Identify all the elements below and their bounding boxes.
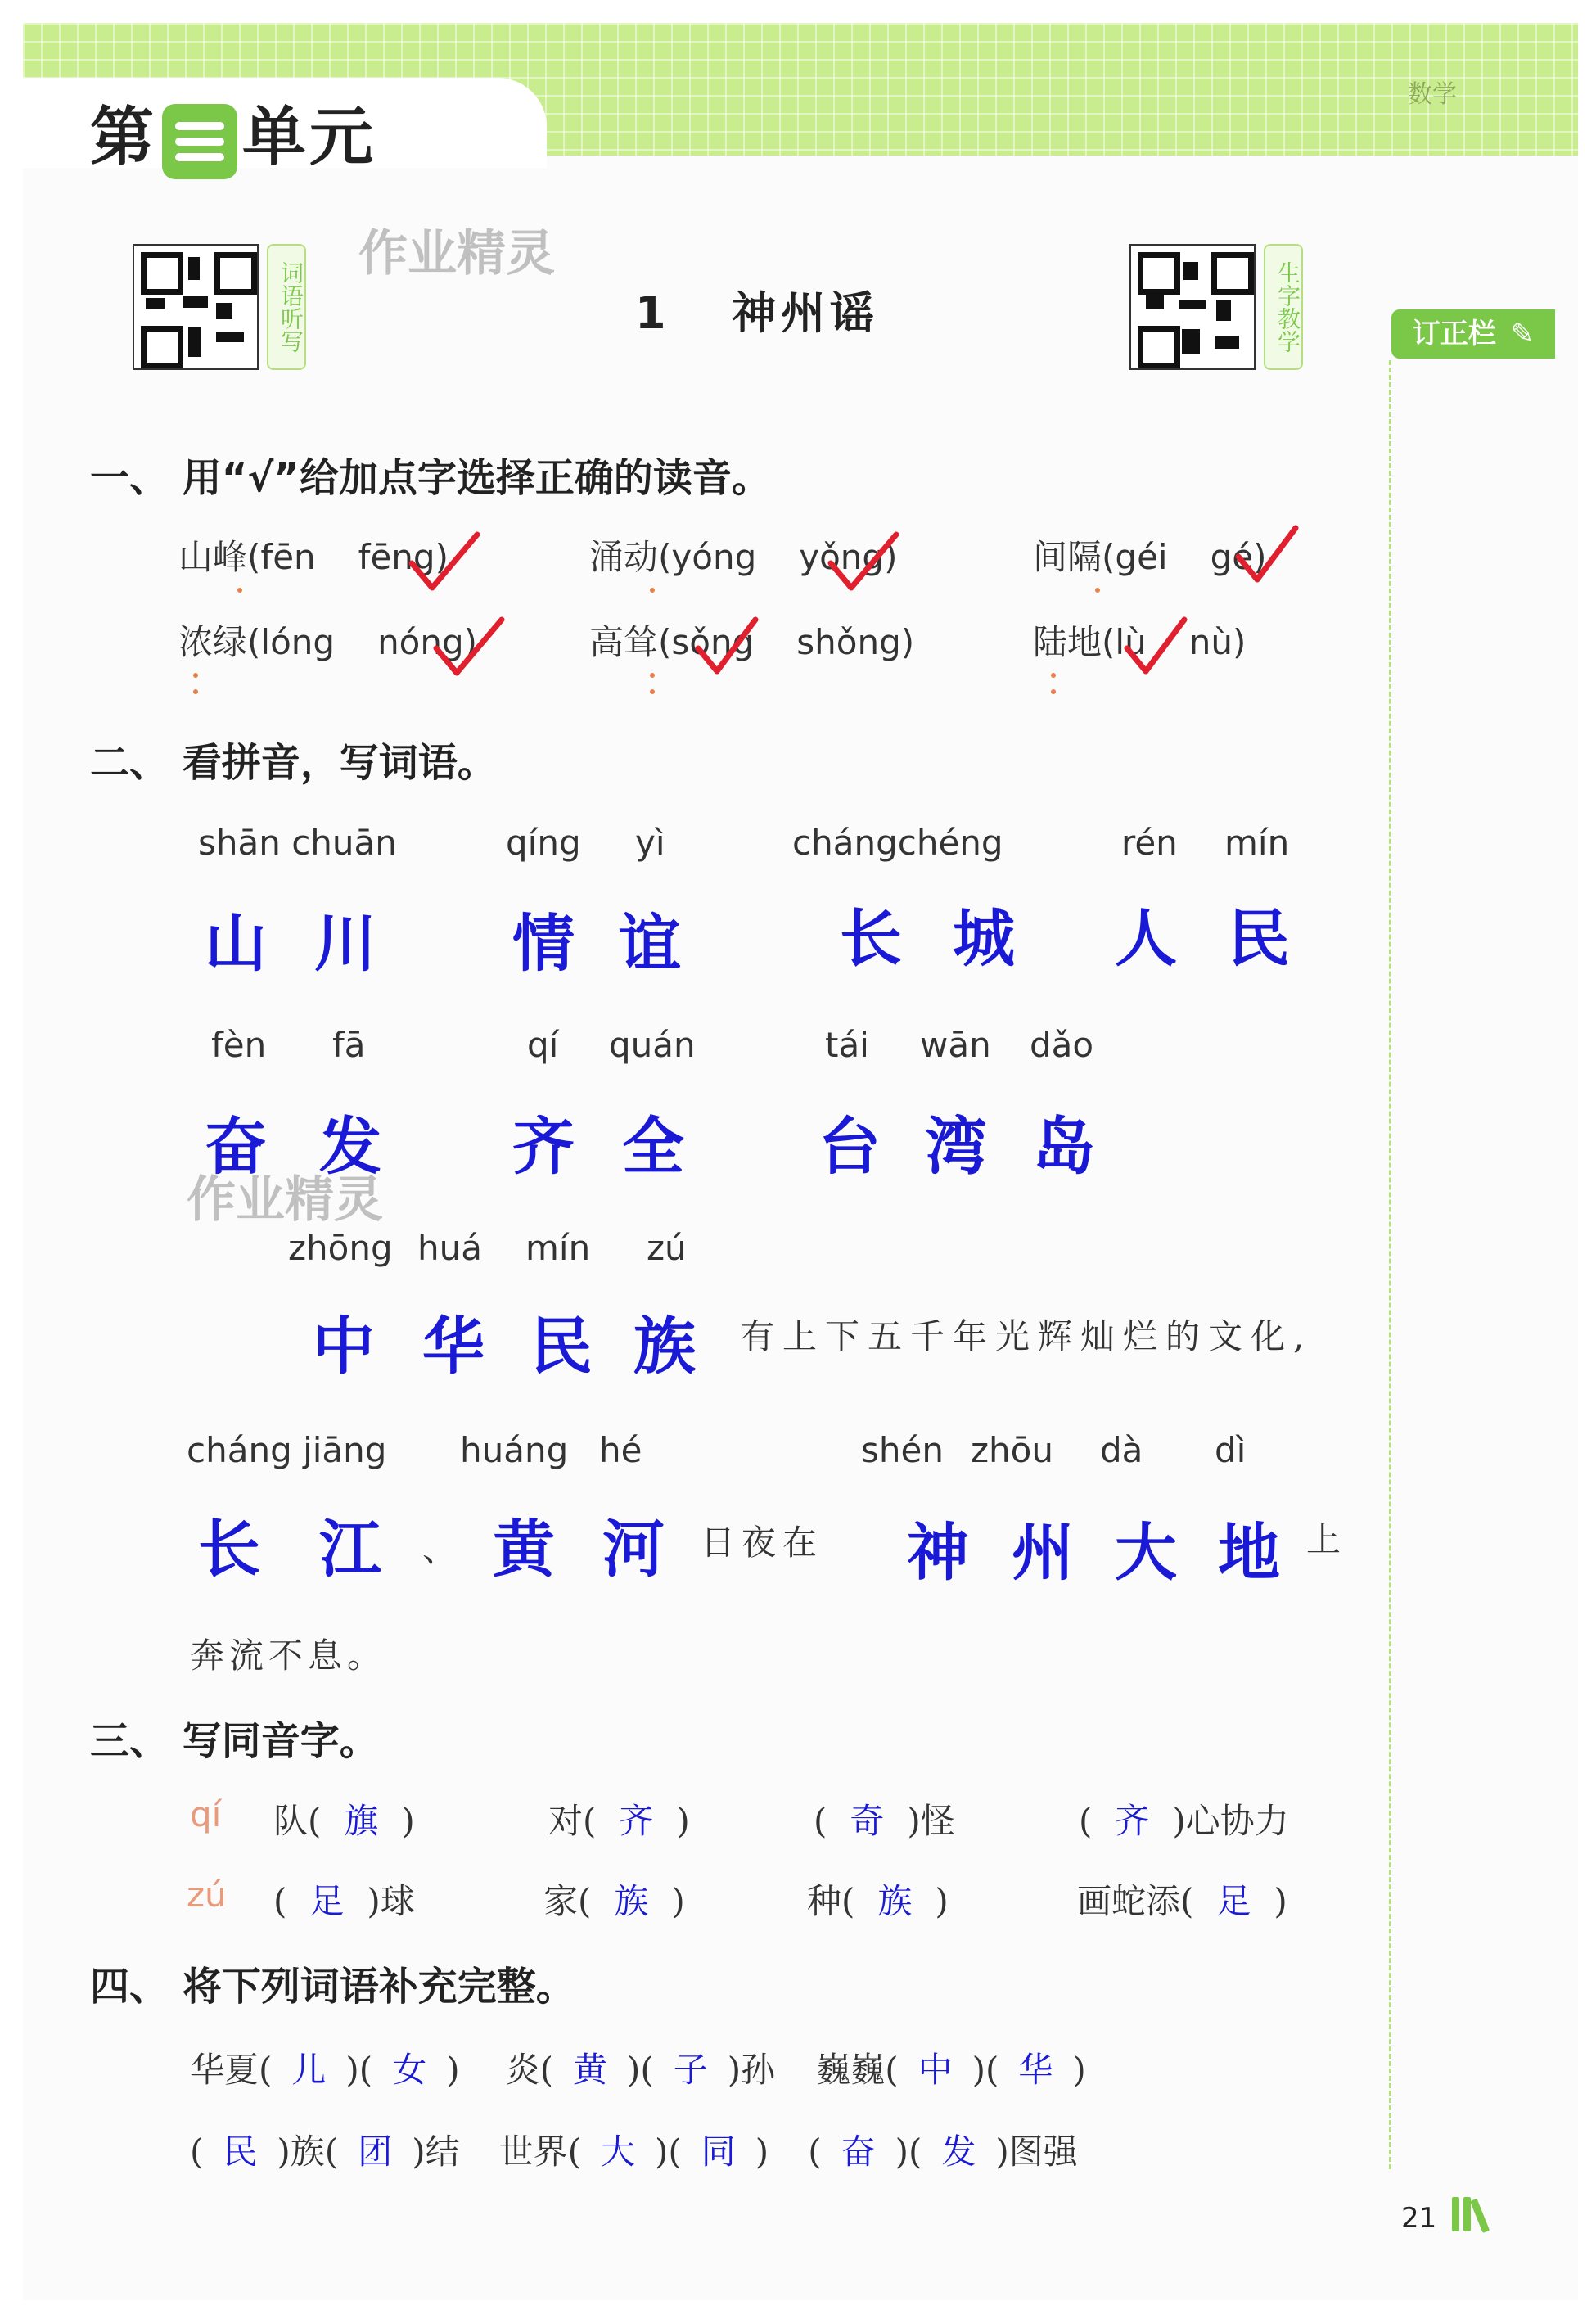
answer-char[interactable]: 大 <box>600 2132 635 2172</box>
answer-char: 族 <box>633 1310 696 1383</box>
blank-item <box>1077 1875 1287 1924</box>
pinyin: dǎo <box>1030 1025 1094 1065</box>
sentence-text: 日夜在 <box>701 1523 824 1563</box>
word: 高耸 <box>589 622 659 662</box>
pinyin-option[interactable]: nù <box>1188 622 1233 662</box>
answer-char[interactable]: 齐 <box>1115 1801 1150 1841</box>
text: ) <box>671 1881 685 1921</box>
text: )族( <box>277 2132 339 2172</box>
paren: ( <box>1102 622 1116 662</box>
paren: ( <box>247 622 261 662</box>
answer-char: 州 <box>1012 1516 1074 1589</box>
answer-char: 江 <box>319 1513 381 1586</box>
section4-row1 <box>190 2043 1086 2092</box>
check-mark-icon <box>694 616 760 681</box>
unit-prefix: 第 <box>90 101 158 174</box>
answer-char: 地 <box>1218 1516 1280 1589</box>
text: ) <box>1072 2050 1086 2090</box>
text: )( <box>972 2050 999 2090</box>
section4-heading: 四、 将下列词语补充完整。 <box>90 1964 575 2010</box>
paren: ( <box>247 537 261 577</box>
text: ) <box>1274 1881 1287 1921</box>
text: 炎( <box>505 2050 553 2090</box>
answer-char[interactable]: 足 <box>309 1881 345 1921</box>
answer-char: 谊 <box>619 907 681 980</box>
text: ) <box>755 2132 769 2172</box>
separator: 、 <box>422 1529 458 1569</box>
pinyin: zú <box>647 1228 687 1268</box>
answer-char: 发 <box>319 1110 381 1183</box>
corner-label: 数学 <box>1408 80 1457 109</box>
text: )( <box>627 2050 654 2090</box>
answer-char: 黄 <box>493 1513 555 1586</box>
answer-char[interactable]: 儿 <box>291 2050 327 2090</box>
book-stack-icon <box>1449 2192 1506 2235</box>
pinyin-option[interactable]: yǒng <box>799 537 885 577</box>
paren: ) <box>1232 622 1247 662</box>
answer-char: 民 <box>1228 902 1290 975</box>
answer-char: 大 <box>1115 1516 1177 1589</box>
text: 队( <box>273 1801 322 1841</box>
section4-row2 <box>190 2125 1078 2174</box>
answer-char: 川 <box>314 907 376 980</box>
answer-char[interactable]: 齐 <box>619 1801 654 1841</box>
lesson-title <box>0 278 1514 341</box>
answer-char: 湾 <box>925 1110 987 1183</box>
section2-heading: 二、 看拼音，写词语。 <box>90 740 497 786</box>
answer-char[interactable]: 足 <box>1216 1881 1251 1921</box>
answer-char[interactable]: 女 <box>392 2050 427 2090</box>
pinyin: qí <box>527 1025 559 1065</box>
answer-char[interactable]: 族 <box>877 1881 913 1921</box>
text: ( <box>808 2132 822 2172</box>
answer-char[interactable]: 子 <box>673 2050 708 2090</box>
check-mark-icon <box>408 530 481 596</box>
blank-item <box>1079 1794 1289 1843</box>
answer-char: 中 <box>313 1310 375 1383</box>
answer-char: 河 <box>602 1513 665 1586</box>
word: 涌动 <box>589 537 659 577</box>
blank-item <box>548 1794 690 1843</box>
blank-item <box>543 1875 685 1924</box>
answer-char[interactable]: 族 <box>614 1881 649 1921</box>
paren: ( <box>658 622 672 662</box>
paren: ) <box>463 622 478 662</box>
pinyin-option[interactable]: nóng <box>377 622 464 662</box>
text: )心协力 <box>1172 1801 1289 1841</box>
answer-char: 长 <box>840 902 902 975</box>
sentence-text: 奔流不息。 <box>190 1635 387 1676</box>
pinyin-option[interactable]: yóng <box>671 537 757 577</box>
pinyin: zhōng <box>288 1228 393 1268</box>
pinyin: qíng <box>506 823 581 863</box>
lesson-number: 1 <box>635 287 671 339</box>
correction-tab-label: 订正栏 <box>1412 318 1496 350</box>
unit-title <box>90 86 376 179</box>
pinyin: yì <box>635 823 665 863</box>
pinyin: dì <box>1215 1430 1247 1470</box>
pinyin: fā <box>332 1025 366 1065</box>
word: 浓绿 <box>178 622 248 662</box>
qr-right-label: 生字教学 <box>1264 244 1303 370</box>
text: ( <box>1079 1801 1093 1841</box>
blank-item <box>814 1794 955 1843</box>
word: 间隔 <box>1033 537 1102 577</box>
pinyin: wān <box>920 1025 991 1065</box>
pinyin: chángchéng <box>792 823 1003 863</box>
pinyin-option[interactable]: lóng <box>260 622 336 662</box>
answer-char: 长 <box>198 1513 260 1586</box>
text: ( <box>273 1881 287 1921</box>
answer-char: 华 <box>422 1310 485 1383</box>
answer-char: 人 <box>1115 902 1177 975</box>
emphasis-dot <box>1051 673 1056 678</box>
text: ( <box>814 1801 827 1841</box>
answer-char[interactable]: 团 <box>358 2132 393 2172</box>
pinyin: huáng <box>460 1430 569 1470</box>
text: ) <box>676 1801 690 1841</box>
answer-char[interactable]: 旗 <box>344 1801 379 1841</box>
paren: ) <box>435 537 449 577</box>
text: ) <box>401 1801 415 1841</box>
pinyin: mín <box>525 1228 591 1268</box>
word: 陆地 <box>1033 622 1102 662</box>
paren: ) <box>1253 537 1267 577</box>
emphasis-dot <box>650 588 655 593</box>
answer-char[interactable]: 中 <box>917 2050 953 2090</box>
answer-char: 山 <box>205 907 267 980</box>
paren: ( <box>658 537 672 577</box>
blank-item <box>273 1794 415 1843</box>
pinyin: dà <box>1100 1430 1143 1470</box>
pinyin-option[interactable]: shǒng <box>796 622 901 662</box>
page-number: 21 <box>1401 2202 1437 2235</box>
answer-char[interactable]: 奇 <box>850 1801 885 1841</box>
text: 种( <box>807 1881 855 1921</box>
emphasis-dot <box>193 673 198 678</box>
pinyin-prompt: zú <box>187 1875 227 1915</box>
pinyin: tái <box>825 1025 869 1065</box>
pinyin: quán <box>609 1025 696 1065</box>
text: )球 <box>367 1881 415 1921</box>
text: )孙 <box>727 2050 776 2090</box>
answer-char[interactable]: 发 <box>941 2132 976 2172</box>
correction-column-line <box>1389 360 1391 2169</box>
text: 画蛇添( <box>1077 1881 1194 1921</box>
text: 华夏( <box>190 2050 273 2090</box>
check-mark-icon <box>432 616 506 681</box>
pinyin: shén <box>861 1430 944 1470</box>
answer-char: 岛 <box>1033 1110 1095 1183</box>
check-mark-icon <box>1234 524 1300 589</box>
emphasis-dot <box>237 588 242 593</box>
answer-char: 台 <box>818 1110 881 1183</box>
text: 对( <box>548 1801 597 1841</box>
pinyin-option[interactable]: fēn <box>260 537 316 577</box>
pinyin: huá <box>417 1228 482 1268</box>
answer-char: 全 <box>622 1110 684 1183</box>
text: )( <box>895 2132 922 2172</box>
pinyin-option[interactable]: gé <box>1210 537 1254 577</box>
emphasis-dot <box>193 689 198 694</box>
answer-char: 神 <box>907 1516 969 1589</box>
answer-char[interactable]: 民 <box>223 2132 258 2172</box>
answer-char: 齐 <box>512 1110 575 1183</box>
pinyin-prompt: qí <box>190 1794 222 1834</box>
qr-left-label: 词语听写 <box>267 244 306 370</box>
unit-suffix: 单元 <box>242 101 377 174</box>
text: ) <box>935 1881 949 1921</box>
section3-heading: 三、 写同音字。 <box>90 1718 379 1764</box>
pinyin: shān chuān <box>198 823 397 863</box>
answer-char: 民 <box>530 1310 593 1383</box>
paren: ) <box>884 537 898 577</box>
text: 巍巍( <box>816 2050 899 2090</box>
blank-item <box>807 1875 949 1924</box>
pinyin-option[interactable]: lù <box>1115 622 1147 662</box>
emphasis-dot <box>650 673 655 678</box>
pinyin-option[interactable]: sǒng <box>671 622 755 662</box>
text: )( <box>345 2050 373 2090</box>
emphasis-dot <box>1095 588 1100 593</box>
answer-char[interactable]: 华 <box>1018 2050 1053 2090</box>
text: 家( <box>543 1881 592 1921</box>
word: 山峰 <box>178 537 248 577</box>
emphasis-dot <box>650 689 655 694</box>
blank-item <box>273 1875 415 1924</box>
pinyin: cháng jiāng <box>187 1430 387 1470</box>
answer-char[interactable]: 同 <box>701 2132 736 2172</box>
pinyin: rén <box>1121 823 1178 863</box>
text: )结 <box>412 2132 460 2172</box>
pinyin: fèn <box>211 1025 267 1065</box>
check-mark-icon <box>827 530 900 596</box>
watermark: 作业精灵 <box>358 225 555 282</box>
check-mark-icon <box>1123 616 1188 681</box>
text: 世界( <box>498 2132 581 2172</box>
section1-row1 <box>1033 530 1266 580</box>
sentence-text: 有上下五千年光辉灿烂的文化, <box>740 1316 1313 1356</box>
paren: ) <box>900 622 915 662</box>
watermark: 作业精灵 <box>187 1171 383 1229</box>
unit-number-badge <box>162 104 237 179</box>
text: ) <box>446 2050 460 2090</box>
answer-char: 情 <box>512 907 575 980</box>
text: )怪 <box>907 1801 955 1841</box>
pinyin: hé <box>599 1430 642 1470</box>
sentence-text: 上 <box>1306 1519 1341 1559</box>
pinyin: mín <box>1224 823 1290 863</box>
answer-char[interactable]: 黄 <box>572 2050 607 2090</box>
pinyin: zhōu <box>971 1430 1053 1470</box>
text: ( <box>190 2132 204 2172</box>
answer-char: 奋 <box>205 1110 267 1183</box>
text: )( <box>655 2132 682 2172</box>
section1-heading: 一、 用“√”给加点字选择正确的读音。 <box>90 455 771 501</box>
pencil-icon: ✎ <box>1510 318 1535 350</box>
lesson-name: 神州谣 <box>731 287 879 339</box>
answer-char[interactable]: 奋 <box>841 2132 876 2172</box>
pinyin-option[interactable]: fēng <box>358 537 435 577</box>
pinyin-option[interactable]: géi <box>1115 537 1168 577</box>
text: )图强 <box>995 2132 1078 2172</box>
correction-tab <box>1391 309 1555 359</box>
emphasis-dot <box>1051 689 1056 694</box>
answer-char: 城 <box>953 902 1015 975</box>
paren: ( <box>1102 537 1116 577</box>
